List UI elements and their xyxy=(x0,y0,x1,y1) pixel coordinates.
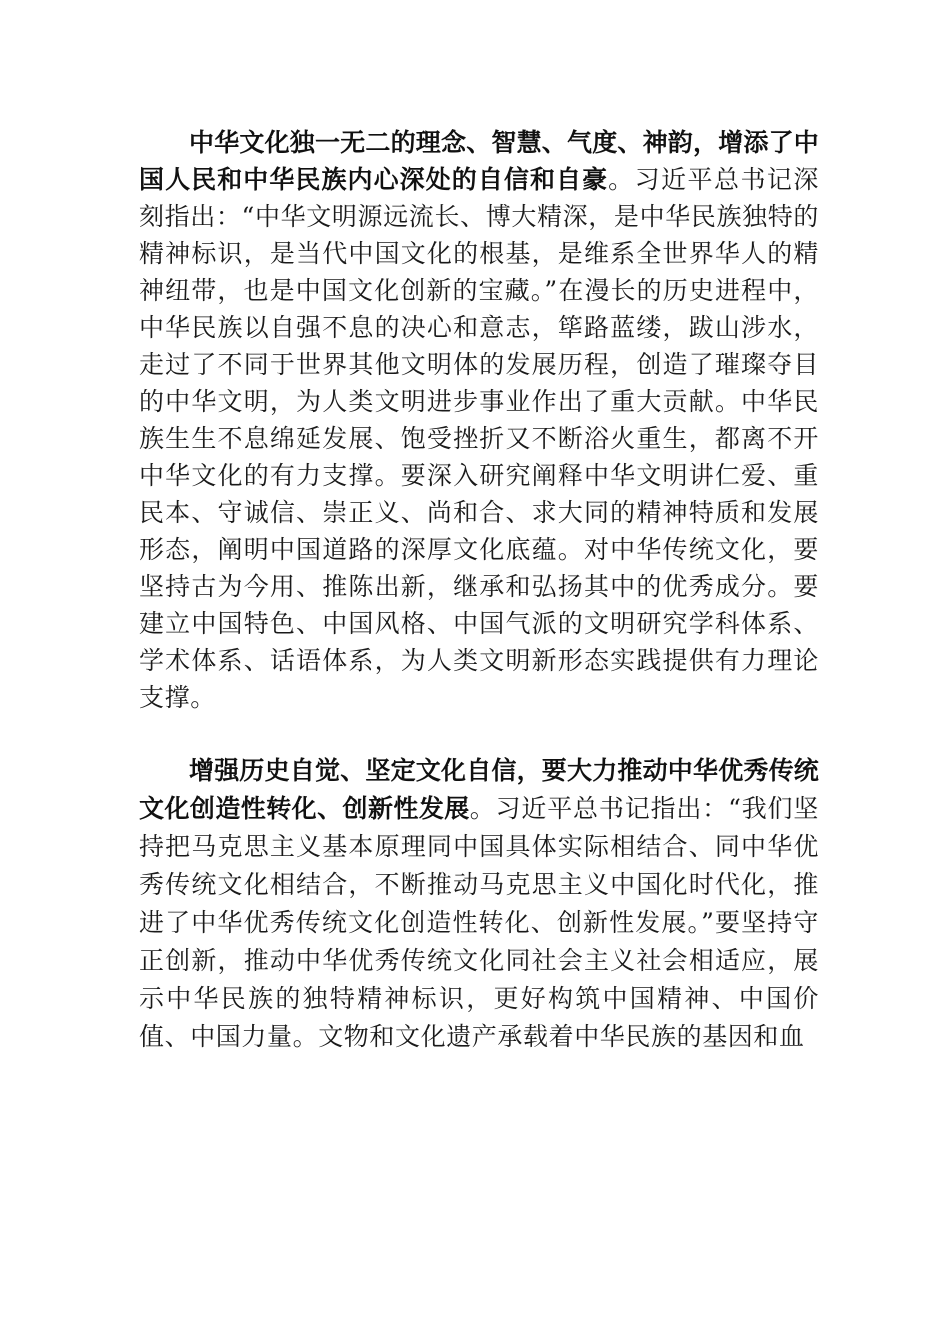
paragraph-2-body: 。习近平总书记指出：“我们坚持把马克思主义基本原理同中国具体实际相结合、同中华优秀传统文化相结合，不断推动马克思主义中国化时代化，推进了中华优秀传统文化创造性转化、创新性发展。”要坚持守正创新，推动中华优秀传统文化同社会主义社会相适应，展示中华民族的独特精神标识，更好构筑中国精神、中国价值、中国力量。文物和文化遗产承载着中华民族的基因和血 xyxy=(139,794,819,1051)
paragraph-2-lead: 增强历史自觉、坚定文化自信，要大力推动中华优秀传统文化创造性转化、创新性发展 xyxy=(139,756,820,823)
paragraph-2 xyxy=(139,752,819,1056)
paragraph-1-lead: 中华文化独一无二的理念、智慧、气度、神韵，增添了中国人民和中华民族内心深处的自信和自豪 xyxy=(139,128,820,194)
paragraph-1-body: 。习近平总书记深刻指出：“中华文明源远流长、博大精深，是中华民族独特的精神标识，是当代中国文化的根基，是维系全世界华人的精神纽带，也是中国文化创新的宝藏。”在漫长的历史进程中，中华民族以自强不息的决心和意志，筚路蓝缕，跋山涉水，走过了不同于世界其他文明体的发展历程，创造了璀璨夺目的中华文明，为人类文明进步事业作出了重大贡献。中华民族生生不息绵延发展、饱受挫折又不断浴火重生，都离不开中华文化的有力支撑。要深入研究阐释中华文明讲仁爱、重民本、守诚信、崇正义、尚和合、求大同的精神特质和发展形态，阐明中国道路的深厚文化底蕴。对中华传统文化，要坚持古为今用、推陈出新，继承和弘扬其中的优秀成分。要建立中国特色、中国风格、中国气派的文明研究学科体系、学术体系、话语体系，为人类文明新形态实践提供有力理论支撑。 xyxy=(139,165,819,712)
paragraph-1 xyxy=(139,124,819,716)
